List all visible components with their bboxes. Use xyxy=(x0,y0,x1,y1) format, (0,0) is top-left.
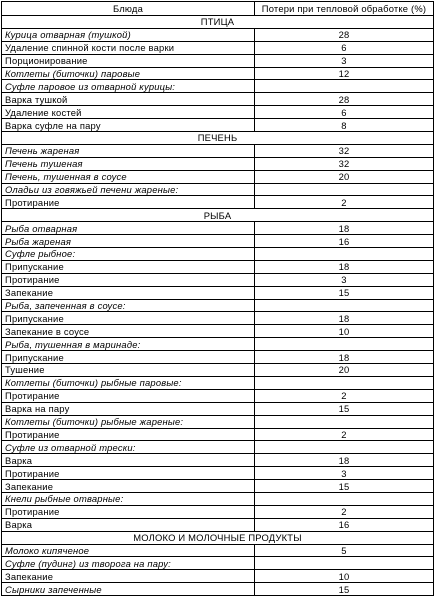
dish-name: Протирание xyxy=(2,273,255,286)
loss-percent: 3 xyxy=(255,467,434,480)
dish-name: Рыба отварная xyxy=(2,222,255,235)
loss-percent: 15 xyxy=(255,480,434,493)
dish-name: Суфле паровое из отварной курицы: xyxy=(2,80,255,93)
loss-percent xyxy=(255,299,434,312)
dish-name: Протирание xyxy=(2,467,255,480)
loss-percent: 10 xyxy=(255,325,434,338)
dish-name: Запекание в соусе xyxy=(2,325,255,338)
loss-percent: 6 xyxy=(255,41,434,54)
dish-name: Сырники запеченные xyxy=(2,583,255,596)
loss-percent: 18 xyxy=(255,260,434,273)
dish-name: Печень, тушенная в соусе xyxy=(2,170,255,183)
dish-name: Удаление костей xyxy=(2,106,255,119)
loss-percent: 18 xyxy=(255,351,434,364)
table-row xyxy=(2,157,434,170)
section-title: ПТИЦА xyxy=(2,16,434,29)
loss-percent: 3 xyxy=(255,273,434,286)
loss-percent xyxy=(255,557,434,570)
heat-loss-table xyxy=(1,1,434,596)
section-header-row xyxy=(2,531,434,544)
dish-name: Варка xyxy=(2,518,255,531)
dish-name: Запекание xyxy=(2,286,255,299)
dish-name: Припускание xyxy=(2,312,255,325)
table-row xyxy=(2,28,434,41)
dish-name: Оладьи из говяжьей печени жареные: xyxy=(2,183,255,196)
dish-name: Рыба, запеченная в соусе: xyxy=(2,299,255,312)
table-row xyxy=(2,235,434,248)
table-row xyxy=(2,41,434,54)
loss-percent: 18 xyxy=(255,312,434,325)
table-header-row xyxy=(2,2,434,16)
table-row xyxy=(2,106,434,119)
dish-name: Печень жареная xyxy=(2,144,255,157)
loss-percent: 20 xyxy=(255,364,434,377)
loss-percent: 18 xyxy=(255,454,434,467)
loss-percent: 2 xyxy=(255,428,434,441)
dish-name: Порционирование xyxy=(2,54,255,67)
dish-name: Печень тушеная xyxy=(2,157,255,170)
table-row xyxy=(2,248,434,261)
table-row xyxy=(2,170,434,183)
table-row xyxy=(2,492,434,505)
table-row xyxy=(2,583,434,596)
table-row xyxy=(2,80,434,93)
loss-percent: 6 xyxy=(255,106,434,119)
loss-percent: 3 xyxy=(255,54,434,67)
loss-percent: 20 xyxy=(255,170,434,183)
table-row xyxy=(2,351,434,364)
table-row xyxy=(2,518,434,531)
table-row xyxy=(2,299,434,312)
loss-percent: 16 xyxy=(255,518,434,531)
table-row xyxy=(2,505,434,518)
section-header-row xyxy=(2,132,434,145)
dish-name: Варка на пару xyxy=(2,402,255,415)
section-header-row xyxy=(2,209,434,222)
table-row xyxy=(2,338,434,351)
loss-percent: 32 xyxy=(255,157,434,170)
dish-name: Протирание xyxy=(2,196,255,209)
table-row xyxy=(2,557,434,570)
section-header-row xyxy=(2,16,434,29)
loss-percent xyxy=(255,80,434,93)
table-row xyxy=(2,67,434,80)
loss-percent: 16 xyxy=(255,235,434,248)
loss-percent: 5 xyxy=(255,544,434,557)
loss-percent: 18 xyxy=(255,222,434,235)
dish-name: Котлеты (биточки) рыбные жареные: xyxy=(2,415,255,428)
table-row xyxy=(2,402,434,415)
dish-name: Суфле из отварной трески: xyxy=(2,441,255,454)
table-row xyxy=(2,119,434,132)
table-row xyxy=(2,544,434,557)
table-row xyxy=(2,93,434,106)
loss-percent: 2 xyxy=(255,389,434,402)
loss-percent: 15 xyxy=(255,583,434,596)
table-row xyxy=(2,480,434,493)
loss-percent: 15 xyxy=(255,402,434,415)
table-row xyxy=(2,273,434,286)
table-row xyxy=(2,467,434,480)
table-row xyxy=(2,415,434,428)
dish-name: Припускание xyxy=(2,260,255,273)
section-title: ПЕЧЕНЬ xyxy=(2,132,434,145)
table-body xyxy=(2,16,434,596)
table-row xyxy=(2,54,434,67)
loss-percent xyxy=(255,441,434,454)
dish-name: Тушение xyxy=(2,364,255,377)
loss-percent: 2 xyxy=(255,196,434,209)
table-row xyxy=(2,312,434,325)
loss-percent: 28 xyxy=(255,93,434,106)
dish-name: Рыба, тушенная в маринаде: xyxy=(2,338,255,351)
dish-name: Молоко кипяченое xyxy=(2,544,255,557)
dish-name: Кнели рыбные отварные: xyxy=(2,492,255,505)
dish-name: Протирание xyxy=(2,389,255,402)
dish-name: Котлеты (биточки) паровые xyxy=(2,67,255,80)
loss-percent xyxy=(255,248,434,261)
dish-name: Удаление спинной кости после варки xyxy=(2,41,255,54)
dish-name: Котлеты (биточки) рыбные паровые: xyxy=(2,376,255,389)
table-row xyxy=(2,454,434,467)
header-loss: Потери при тепловой обработке (%) xyxy=(255,2,434,16)
dish-name: Припускание xyxy=(2,351,255,364)
dish-name: Протирание xyxy=(2,428,255,441)
dish-name: Курица отварная (тушкой) xyxy=(2,28,255,41)
dish-name: Суфле рыбное: xyxy=(2,248,255,261)
loss-percent xyxy=(255,415,434,428)
table-row xyxy=(2,260,434,273)
table-row xyxy=(2,441,434,454)
table-row xyxy=(2,364,434,377)
loss-percent xyxy=(255,338,434,351)
table-row xyxy=(2,144,434,157)
loss-percent: 28 xyxy=(255,28,434,41)
dish-name: Варка тушкой xyxy=(2,93,255,106)
loss-percent: 15 xyxy=(255,286,434,299)
table-row xyxy=(2,389,434,402)
section-title: РЫБА xyxy=(2,209,434,222)
dish-name: Запекание xyxy=(2,570,255,583)
dish-name: Варка суфле на пару xyxy=(2,119,255,132)
loss-percent xyxy=(255,183,434,196)
dish-name: Суфле (пудинг) из творога на пару: xyxy=(2,557,255,570)
table-row xyxy=(2,286,434,299)
table-row xyxy=(2,325,434,338)
loss-percent: 8 xyxy=(255,119,434,132)
document xyxy=(1,1,433,596)
loss-percent: 2 xyxy=(255,505,434,518)
loss-percent xyxy=(255,492,434,505)
dish-name: Варка xyxy=(2,454,255,467)
dish-name: Протирание xyxy=(2,505,255,518)
loss-percent: 32 xyxy=(255,144,434,157)
table-row xyxy=(2,570,434,583)
loss-percent xyxy=(255,376,434,389)
table-row xyxy=(2,428,434,441)
table-row xyxy=(2,222,434,235)
header-dish: Блюда xyxy=(2,2,255,16)
table-row xyxy=(2,183,434,196)
section-title: МОЛОКО И МОЛОЧНЫЕ ПРОДУКТЫ xyxy=(2,531,434,544)
dish-name: Запекание xyxy=(2,480,255,493)
table-row xyxy=(2,196,434,209)
loss-percent: 10 xyxy=(255,570,434,583)
dish-name: Рыба жареная xyxy=(2,235,255,248)
loss-percent: 12 xyxy=(255,67,434,80)
table-row xyxy=(2,376,434,389)
